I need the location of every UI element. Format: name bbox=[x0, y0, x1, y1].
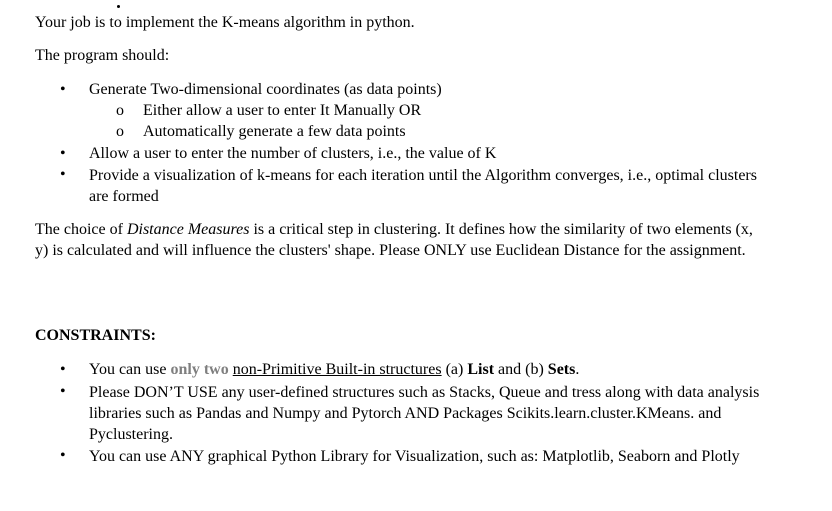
constraint-dont-use bbox=[0, 382, 832, 446]
underlined-structures: non-Primitive Built-in structures bbox=[232, 361, 442, 378]
sub-item-text: Automatically generate a few data points bbox=[143, 123, 406, 140]
highlight-only-two: only two bbox=[170, 361, 229, 378]
constraint-text: You can use only two non-Primitive Built-in structures (a) List and (b) Sets. bbox=[89, 361, 580, 378]
constraint-text: You can use ANY graphical Python Library for Visualization, such as: Matplotlib, Seaborn and Plotly bbox=[89, 448, 740, 465]
list-item-visualization bbox=[0, 165, 832, 209]
distance-measures-term: Distance Measures bbox=[126, 221, 250, 238]
list-item-clusters bbox=[0, 144, 832, 166]
sub-item-text: Either allow a user to enter It Manually OR bbox=[143, 102, 422, 119]
stray-dot bbox=[117, 5, 120, 8]
bullet-icon: • bbox=[60, 81, 66, 98]
list-item-text: Provide a visualization of k-means for each iteration until the Algorithm converges, i.e., optimal clusters are formed bbox=[89, 167, 757, 205]
circle-bullet-icon: o bbox=[116, 123, 124, 140]
circle-bullet-icon: o bbox=[116, 102, 124, 119]
bullet-icon: • bbox=[60, 361, 66, 378]
bullet-icon: • bbox=[60, 145, 66, 162]
distance-paragraph: The choice of Distance Measures is a critical step in clustering. It defines how the similarity of two elements (x, y) is calculated and will influence the clusters' shape. Please ONLY use Euclidean Distance for the assignment. bbox=[35, 221, 753, 259]
program-should-line: The program should: bbox=[35, 47, 170, 64]
constraint-visualization bbox=[0, 446, 832, 490]
intro-line: Your job is to implement the K-means algorithm in python. bbox=[35, 14, 415, 31]
list-item-text: Allow a user to enter the number of clusters, i.e., the value of K bbox=[89, 145, 497, 162]
list-item-text: Generate Two-dimensional coordinates (as data points) bbox=[89, 81, 442, 98]
bullet-icon: • bbox=[60, 447, 66, 464]
list-item-generate bbox=[0, 80, 832, 102]
bullet-icon: • bbox=[60, 166, 66, 183]
sub-item-manual bbox=[0, 101, 832, 123]
constraint-structures bbox=[0, 360, 832, 382]
constraints-heading: CONSTRAINTS: bbox=[35, 327, 156, 344]
constraint-text: Please DON’T USE any user-defined structures such as Stacks, Queue and tress along with data analysis libraries such as Pandas and Numpy and Pytorch AND Packages Scikits.learn.cluster.KMeans. and Pyclustering. bbox=[89, 384, 760, 443]
sub-item-auto bbox=[0, 122, 832, 144]
bullet-icon: • bbox=[60, 383, 66, 400]
